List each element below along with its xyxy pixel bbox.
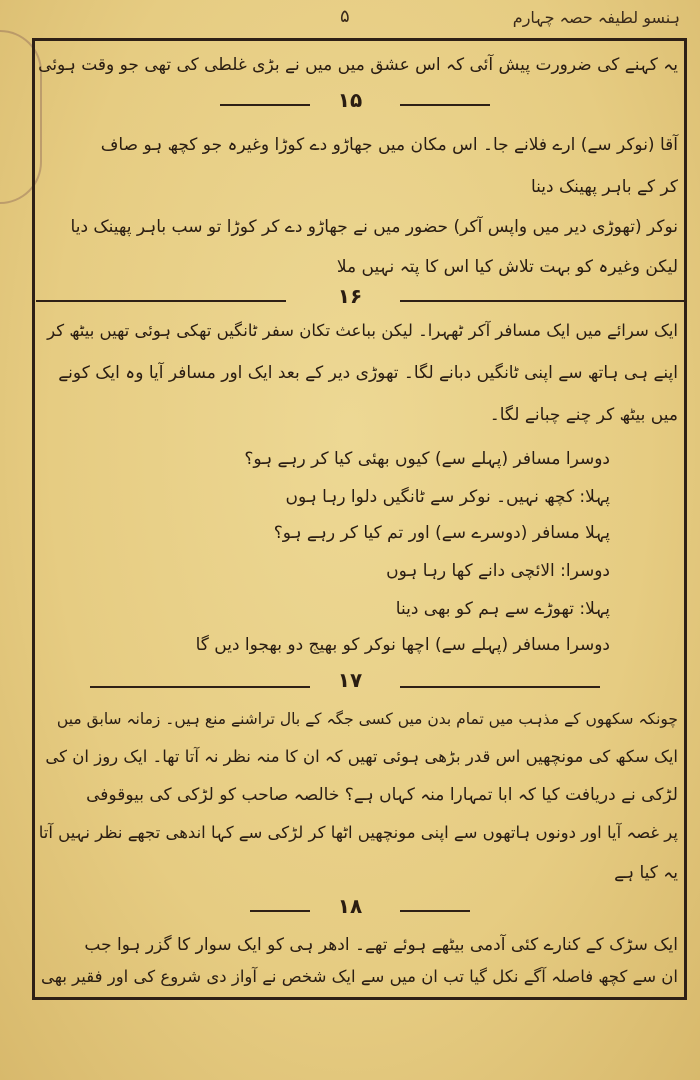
page-number: ۵: [340, 6, 350, 27]
text-line: لیکن وغیرہ کو بہت تلاش کیا اس کا پتہ نہیں ملا: [336, 257, 678, 277]
text-line: ایک سرائے میں ایک مسافر آکر ٹھہرا۔ لیکن بباعث تکان سفر ٹانگیں تھکی ہوئی تھیں بیٹھ کر: [47, 321, 678, 340]
running-title: ہنسو لطیفہ حصہ چہارم: [512, 8, 680, 27]
intro-line: یہ کہنے کی ضرورت پیش آئی کہ اس عشق میں میں نے بڑی غلطی کی تھی جو وقت ہوئی: [38, 55, 678, 75]
dialogue-line: دوسرا مسافر (پہلے سے) کیوں بھئی کیا کر رہے ہو؟: [244, 449, 610, 469]
section-rule: [400, 910, 470, 912]
text-line: ایک سڑک کے کنارے کئی آدمی بیٹھے ہوئے تھے۔ ادھر ہی کو ایک سوار کا گزر ہوا جب: [84, 935, 678, 955]
dialogue-line: پہلا مسافر (دوسرے سے) اور تم کیا کر رہے ہو؟: [273, 523, 610, 543]
section-number-15: ۱۵: [337, 88, 363, 112]
text-line: چونکہ سکھوں کے مذہب میں تمام بدن میں کسی جگہ کے بال تراشنے منع ہیں۔ زمانہ سابق میں: [56, 710, 678, 728]
section-number-18: ۱۸: [337, 894, 363, 918]
text-line: کر کے باہر پھینک دینا: [530, 177, 678, 197]
text-line: یہ کیا ہے: [614, 863, 678, 883]
dialogue-line: دوسرا: الائچی دانے کھا رہا ہوں: [386, 561, 610, 581]
text-line: اپنے ہی ہاتھ سے اپنی ٹانگیں دبانے لگا۔ تھوڑی دیر کے بعد ایک اور مسافر آیا وہ ایک کونے: [58, 363, 678, 383]
text-line: لڑکی نے دریافت کیا کہ ابا تمہارا منہ کہاں ہے؟ خالصہ صاحب کو لڑکی کی بیوقوفی: [86, 785, 678, 805]
dialogue-line: پہلا: تھوڑے سے ہم کو بھی دینا: [395, 599, 610, 619]
section-rule: [400, 104, 490, 106]
section-rule: [400, 300, 684, 302]
text-line: ان سے کچھ فاصلہ آگے نکل گیا تب ان میں سے ایک شخص نے آواز دی شروع کی اور فقیر بھی: [40, 967, 678, 986]
dialogue-line: دوسرا مسافر (پہلے سے) اچھا نوکر کو بھیج دو بھجوا دیں گا: [195, 635, 610, 655]
text-line: ایک سکھ کی مونچھیں اس قدر بڑھی ہوئی تھیں کہ ان کا منہ نظر نہ آتا تھا۔ ایک روز ان کی: [45, 747, 678, 766]
text-line: میں بیٹھ کر چنے چبانے لگا۔: [489, 405, 678, 425]
text-line: پر غصہ آیا اور دونوں ہاتھوں سے اپنی مونچھیں اٹھا کر لڑکی سے کہا اندھی تجھے نظر نہیں آتا: [38, 823, 678, 842]
text-line: نوکر (تھوڑی دیر میں واپس آکر) حضور میں نے جھاڑو دے کر کوڑا تو سب باہر پھینک دیا: [70, 217, 678, 237]
section-rule: [400, 686, 600, 688]
page-header: [200, 6, 680, 34]
text-line: آقا (نوکر سے) ارے فلانے جا۔ اس مکان میں جھاڑو دے کوڑا وغیرہ جو کچھ ہو صاف: [100, 135, 678, 155]
section-number-17: ۱۷: [337, 668, 363, 692]
dialogue-line: پہلا: کچھ نہیں۔ نوکر سے ٹانگیں دلوا رہا ہوں: [285, 487, 610, 507]
section-number-16: ۱۶: [337, 284, 363, 308]
